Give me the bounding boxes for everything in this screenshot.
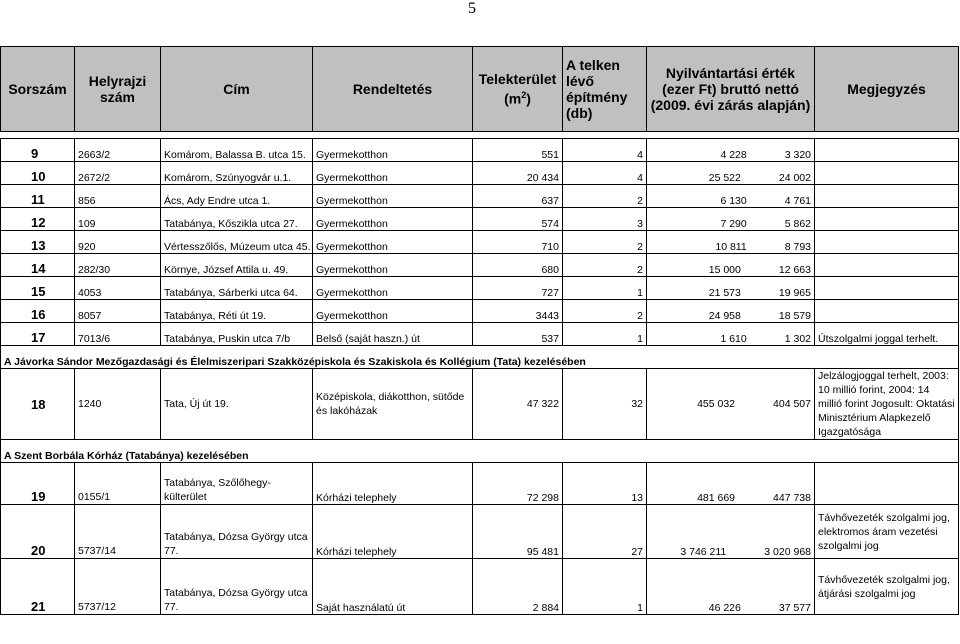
- row-number: 14: [1, 254, 75, 277]
- helyrajzi-szam: 0155/1: [75, 463, 161, 505]
- land-area: 95 481: [473, 505, 563, 559]
- table-row: [1, 208, 959, 231]
- address: Tata, Új út 19.: [161, 369, 313, 440]
- building-count: 2: [563, 254, 647, 277]
- helyrajzi-szam: 856: [75, 185, 161, 208]
- address: Vértesszőlős, Múzeum utca 45.: [161, 231, 313, 254]
- building-count: 2: [563, 300, 647, 323]
- building-count: 2: [563, 185, 647, 208]
- page-number: 5: [468, 0, 476, 17]
- purpose: Gyermekotthon: [313, 139, 473, 162]
- gross-value: 6 130: [720, 195, 747, 207]
- helyrajzi-szam: 109: [75, 208, 161, 231]
- purpose: Kórházi telephely: [313, 505, 473, 559]
- building-count: 1: [563, 559, 647, 615]
- table-row: [1, 162, 959, 185]
- purpose: Gyermekotthon: [313, 277, 473, 300]
- land-area: 710: [473, 231, 563, 254]
- gross-value: 481 669: [697, 492, 736, 504]
- address: Tatabánya, Puskin utca 7/b: [161, 323, 313, 346]
- address: Tatabánya, Dózsa György utca 77.: [161, 559, 313, 615]
- helyrajzi-szam: 2663/2: [75, 139, 161, 162]
- gross-net-value: [647, 559, 815, 615]
- helyrajzi-szam: 7013/6: [75, 323, 161, 346]
- address: Ács, Ady Endre utca 1.: [161, 185, 313, 208]
- property-table: [0, 46, 959, 615]
- gross-value: 4 228: [720, 149, 747, 161]
- gross-net-value: [647, 139, 815, 162]
- section-title: A Jávorka Sándor Mezőgazdasági és Élelmiszeripari Szakközépiskola és Szakiskola és Kollégium (Tata) kezelésében: [1, 346, 959, 369]
- helyrajzi-szam: 1240: [75, 369, 161, 440]
- table-row: [1, 277, 959, 300]
- remarks: [815, 162, 959, 185]
- gross-net-value: [647, 162, 815, 185]
- address: Környe, József Attila u. 49.: [161, 254, 313, 277]
- land-area: 20 434: [473, 162, 563, 185]
- gross-value: 7 290: [720, 218, 747, 230]
- remarks: [815, 139, 959, 162]
- row-number: 17: [1, 323, 75, 346]
- address: Komárom, Szúnyogvár u.1.: [161, 162, 313, 185]
- net-value: 447 738: [773, 492, 811, 504]
- address: Tatabánya, Szőlőhegy-külterület: [161, 463, 313, 505]
- address: Tatabánya, Kőszikla utca 27.: [161, 208, 313, 231]
- net-value: 5 862: [784, 218, 811, 230]
- net-value: 19 965: [778, 287, 811, 299]
- land-area: 727: [473, 277, 563, 300]
- remarks: [815, 185, 959, 208]
- building-count: 4: [563, 139, 647, 162]
- land-area: 551: [473, 139, 563, 162]
- gross-value: 10 811: [715, 241, 747, 253]
- building-count: 2: [563, 231, 647, 254]
- row-number: 13: [1, 231, 75, 254]
- building-count: 1: [563, 277, 647, 300]
- row-number: 21: [1, 559, 75, 615]
- building-count: 32: [563, 369, 647, 440]
- land-area: 680: [473, 254, 563, 277]
- header-megjegyzes: Megjegyzés: [815, 47, 959, 132]
- section-row-javorka: [1, 346, 959, 369]
- gross-net-value: [647, 254, 815, 277]
- purpose: Gyermekotthon: [313, 162, 473, 185]
- gross-net-value: [647, 463, 815, 505]
- header-telekterulet: Telekterület $(m^2)$: [473, 47, 563, 132]
- address: Tatabánya, Dózsa György utca 77.: [161, 505, 313, 559]
- remarks: [815, 231, 959, 254]
- land-area: 2 884: [473, 559, 563, 615]
- building-count: 1: [563, 323, 647, 346]
- row-number: 20: [1, 505, 75, 559]
- table-row: [1, 185, 959, 208]
- row-number: 19: [1, 463, 75, 505]
- row-number: 18: [1, 369, 75, 440]
- remarks: [815, 463, 959, 505]
- building-count: 27: [563, 505, 647, 559]
- purpose: Gyermekotthon: [313, 254, 473, 277]
- header-rendeltetes: Rendeltetés: [313, 47, 473, 132]
- remarks: Útszolgalmi joggal terhelt.: [815, 323, 959, 346]
- net-value: 4 761: [784, 195, 811, 207]
- gross-value: 1 610: [720, 333, 747, 345]
- purpose: Belső (saját haszn.) út: [313, 323, 473, 346]
- land-area: 3443: [473, 300, 563, 323]
- table-row: [1, 463, 959, 505]
- header-cim: Cím: [161, 47, 313, 132]
- address: Tatabánya, Sárberki utca 64.: [161, 277, 313, 300]
- address: Tatabánya, Réti út 19.: [161, 300, 313, 323]
- remarks: [815, 277, 959, 300]
- net-value: 3 020 968: [764, 546, 811, 558]
- gross-net-value: [647, 185, 815, 208]
- table-row: [1, 231, 959, 254]
- net-value: 24 002: [778, 172, 811, 184]
- remarks: [815, 254, 959, 277]
- purpose: Gyermekotthon: [313, 185, 473, 208]
- gross-value: 24 958: [708, 310, 741, 322]
- row-number: 9: [1, 139, 75, 162]
- net-value: 12 663: [778, 264, 811, 276]
- gross-value: 15 000: [708, 264, 741, 276]
- gross-value: 25 522: [708, 172, 741, 184]
- land-area: 72 298: [473, 463, 563, 505]
- table-row: [1, 139, 959, 162]
- gross-net-value: 455 032 404 507: [647, 369, 815, 440]
- purpose: Középiskola, diákotthon, sütőde és lakóházak: [313, 369, 473, 440]
- table-row: [1, 559, 959, 615]
- header-nyilvantartasi: Nyilvántartási érték (ezer Ft) bruttó nettó (2009. évi zárás alapján): [647, 47, 815, 132]
- table-row: [1, 505, 959, 559]
- land-area: 637: [473, 185, 563, 208]
- purpose: Kórházi telephely: [313, 463, 473, 505]
- gross-net-value: [647, 277, 815, 300]
- net-value: 8 793: [784, 241, 811, 253]
- section-title: A Szent Borbála Kórház (Tatabánya) kezelésében: [1, 440, 959, 463]
- table-row: [1, 300, 959, 323]
- gross-value: 3 746 211: [680, 546, 727, 558]
- gross-net-value: [647, 300, 815, 323]
- header-helyrajzi: Helyrajzi szám: [75, 47, 161, 132]
- gross-net-value: [647, 231, 815, 254]
- remarks: Távhővezeték szolgalmi jog, elektromos áram vezetési szolgalmi jog: [815, 505, 959, 559]
- row-number: 11: [1, 185, 75, 208]
- table-row: [1, 254, 959, 277]
- remarks: [815, 208, 959, 231]
- helyrajzi-szam: 2672/2: [75, 162, 161, 185]
- land-area: 574: [473, 208, 563, 231]
- header-epitmeny: A telken lévő építmény (db): [563, 47, 647, 132]
- gross-net-value: [647, 505, 815, 559]
- table-row: [1, 323, 959, 346]
- helyrajzi-szam: 920: [75, 231, 161, 254]
- table-row: [1, 369, 959, 440]
- remarks: Jelzálogjoggal terhelt, 2003: 10 millió forint, 2004: 14 millió forint Jogosult: Oktatási Minisztérium Alapkezelő Igazgatósága: [815, 369, 959, 440]
- helyrajzi-szam: 8057: [75, 300, 161, 323]
- gross-value: 46 226: [708, 602, 741, 614]
- purpose: Gyermekotthon: [313, 300, 473, 323]
- gross-net-value: [647, 208, 815, 231]
- purpose: Gyermekotthon: [313, 231, 473, 254]
- gross-value: 21 573: [708, 287, 741, 299]
- remarks: [815, 300, 959, 323]
- building-count: 4: [563, 162, 647, 185]
- building-count: 13: [563, 463, 647, 505]
- purpose: Gyermekotthon: [313, 208, 473, 231]
- purpose: Saját használatú út: [313, 559, 473, 615]
- section-row-szent-borbala: [1, 440, 959, 463]
- row-number: 16: [1, 300, 75, 323]
- helyrajzi-szam: 5737/12: [75, 559, 161, 615]
- net-value: 1 302: [784, 333, 811, 345]
- land-area: 537: [473, 323, 563, 346]
- helyrajzi-szam: 5737/14: [75, 505, 161, 559]
- row-number: 15: [1, 277, 75, 300]
- row-number: 12: [1, 208, 75, 231]
- building-count: 3: [563, 208, 647, 231]
- land-area: 47 322: [473, 369, 563, 440]
- address: Komárom, Balassa B. utca 15.: [161, 139, 313, 162]
- net-value: 37 577: [778, 602, 811, 614]
- remarks: Távhővezeték szolgalmi jog, átjárási szolgalmi jog: [815, 559, 959, 615]
- gross-net-value: [647, 323, 815, 346]
- header-row: [1, 47, 959, 132]
- net-value: 18 579: [778, 310, 811, 322]
- row-number: 10: [1, 162, 75, 185]
- helyrajzi-szam: 282/30: [75, 254, 161, 277]
- helyrajzi-szam: 4053: [75, 277, 161, 300]
- net-value: 3 320: [784, 149, 811, 161]
- header-sorszam: Sorszám: [1, 47, 75, 132]
